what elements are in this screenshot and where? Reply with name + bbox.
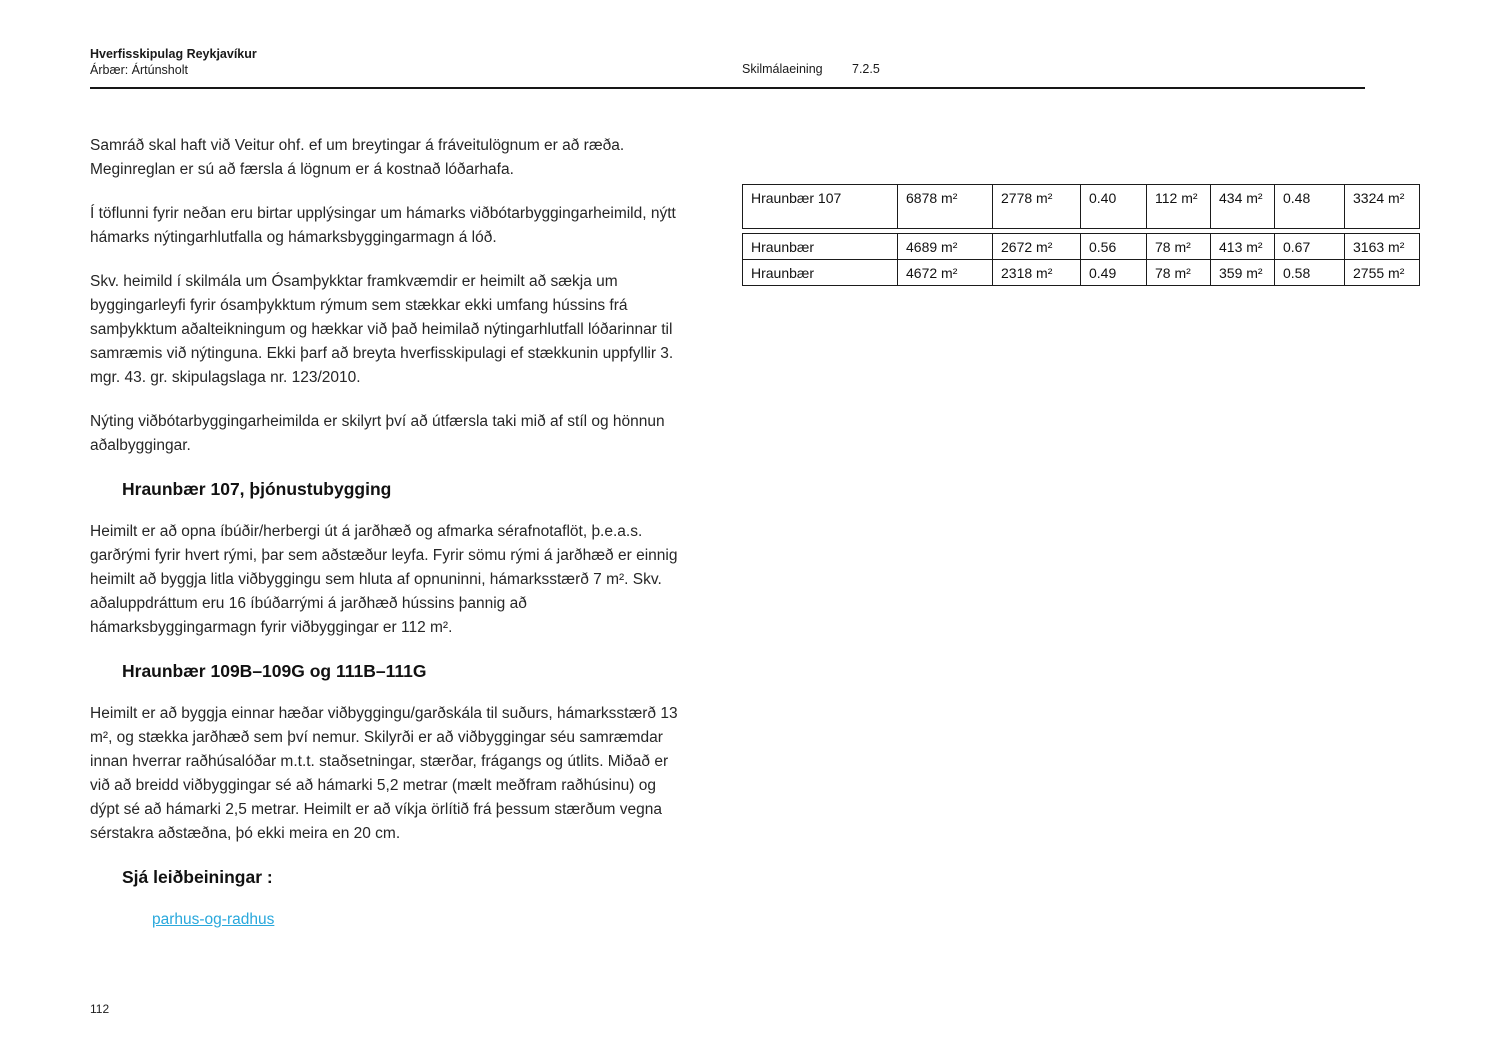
- spec-table: [742, 184, 1420, 286]
- para-hraunbaer-109: Heimilt er að byggja einnar hæðar viðbyggingu/garðskála til suðurs, hámarksstærð 13 m², og stækka jarðhæð sem því nemur. Skilyrði er að viðbyggingar séu samræmdar innan hverrar raðhúsalóðar m.t.t. staðsetningar, stærðar, frágangs og útlits. Miðað er við að breidd viðbyggingar sé að hámarki 5,2 metrar (mælt meðfram raðhúsinu) og dýpt sé að hámarki 2,5 metrar. Heimilt er að víkja örlítið frá þessum stærðum vegna sérstakra aðstæðna, þó ekki meira en 20 cm.: [90, 705, 678, 842]
- table-cell: 2755 m²: [1345, 260, 1420, 286]
- para-veitur: Samráð skal haft við Veitur ohf. ef um breytingar á fráveitulögnum er að ræða. Meginreglan er sú að færsla á lögnum er á kostnað lóðarhafa.: [90, 137, 625, 178]
- table-cell: 2318 m²: [993, 260, 1081, 286]
- table-cell: 359 m²: [1211, 260, 1275, 286]
- header-rule: [90, 87, 1365, 89]
- para-osamthykkt: Skv. heimild í skilmála um Ósamþykktar framkvæmdir er heimilt að sækja um byggingarleyfi fyrir ósamþykktum rýmum sem stækkar ekki umfang hússins frá samþykktum aðalteikningum og hækkar við það heimilað nýtingarhlutfall lóðarinnar til samræmis við nýtinguna. Ekki þarf að breyta hverfisskipulagi ef stækkunin uppfyllir 3. mgr. 43. gr. skipulagslaga nr. 123/2010.: [90, 273, 674, 386]
- page-number: 112: [90, 1002, 110, 1016]
- spec-table-block-2: [742, 233, 1420, 286]
- table-cell: 2778 m²: [993, 185, 1081, 229]
- table-cell: 2672 m²: [993, 234, 1081, 260]
- para-hraunbaer-107: Heimilt er að opna íbúðir/herbergi út á jarðhæð og afmarka sérafnotaflöt, þ.e.a.s. garðrými fyrir hvert rými, þar sem aðstæður leyfa. Fyrir sömu rými á jarðhæð er einnig heimilt að byggja litla viðbyggingu sem hluta af opnuninni, hámarksstærð 7 m². Skv. aðaluppdráttum eru 16 íbúðarrými á jarðhæð hússins þannig að hámarksbyggingarmagn fyrir viðbyggingar er 112 m².: [90, 523, 678, 636]
- table-row: [743, 260, 1420, 286]
- table-row: [743, 185, 1420, 229]
- table-cell: 4689 m²: [898, 234, 993, 260]
- heading-hraunbaer-109: Hraunbær 109B–109G og 111B–111G: [122, 661, 427, 681]
- table-cell: 0.49: [1081, 260, 1147, 286]
- table-cell: 112 m²: [1147, 185, 1211, 229]
- header: [90, 46, 257, 78]
- para-nyting: Nýting viðbótarbyggingarheimilda er skilyrt því að útfærsla taki mið af stíl og hönnun aðalbyggingar.: [90, 413, 665, 454]
- table-row: [743, 234, 1420, 260]
- table-cell: 3163 m²: [1345, 234, 1420, 260]
- table-cell: 78 m²: [1147, 260, 1211, 286]
- spec-table-block-1: [742, 184, 1420, 229]
- header-unit-number: 7.2.5: [852, 62, 880, 76]
- table-cell: 3324 m²: [1345, 185, 1420, 229]
- heading-hraunbaer-107: Hraunbær 107, þjónustubygging: [122, 479, 392, 499]
- table-cell: 78 m²: [1147, 234, 1211, 260]
- table-cell: 6878 m²: [898, 185, 993, 229]
- table-cell: Hraunbær: [743, 260, 898, 286]
- table-cell: 0.40: [1081, 185, 1147, 229]
- table-cell: Hraunbær 107: [743, 185, 898, 229]
- header-org-title: Hverfisskipulag Reykjavíkur: [90, 47, 257, 61]
- heading-leidbeiningar: Sjá leiðbeiningar :: [122, 867, 273, 887]
- header-unit-label: Skilmálaeining: [742, 62, 823, 76]
- guidelines-link-row: [152, 908, 684, 932]
- para-tafla: Í töflunni fyrir neðan eru birtar upplýsingar um hámarks viðbótarbyggingarheimild, nýtt hámarks nýtingarhlutfalla og hámarksbyggingarmagn á lóð.: [90, 205, 676, 246]
- table-cell: 0.58: [1275, 260, 1345, 286]
- guidelines-link[interactable]: parhus-og-radhus: [152, 911, 275, 928]
- header-district: Árbær: Ártúnsholt: [90, 63, 188, 77]
- table-cell: 0.67: [1275, 234, 1345, 260]
- table-cell: 413 m²: [1211, 234, 1275, 260]
- table-cell: 434 m²: [1211, 185, 1275, 229]
- table-cell: 0.56: [1081, 234, 1147, 260]
- table-cell: 0.48: [1275, 185, 1345, 229]
- main-text-column: [90, 134, 684, 932]
- table-cell: Hraunbær: [743, 234, 898, 260]
- table-cell: 4672 m²: [898, 260, 993, 286]
